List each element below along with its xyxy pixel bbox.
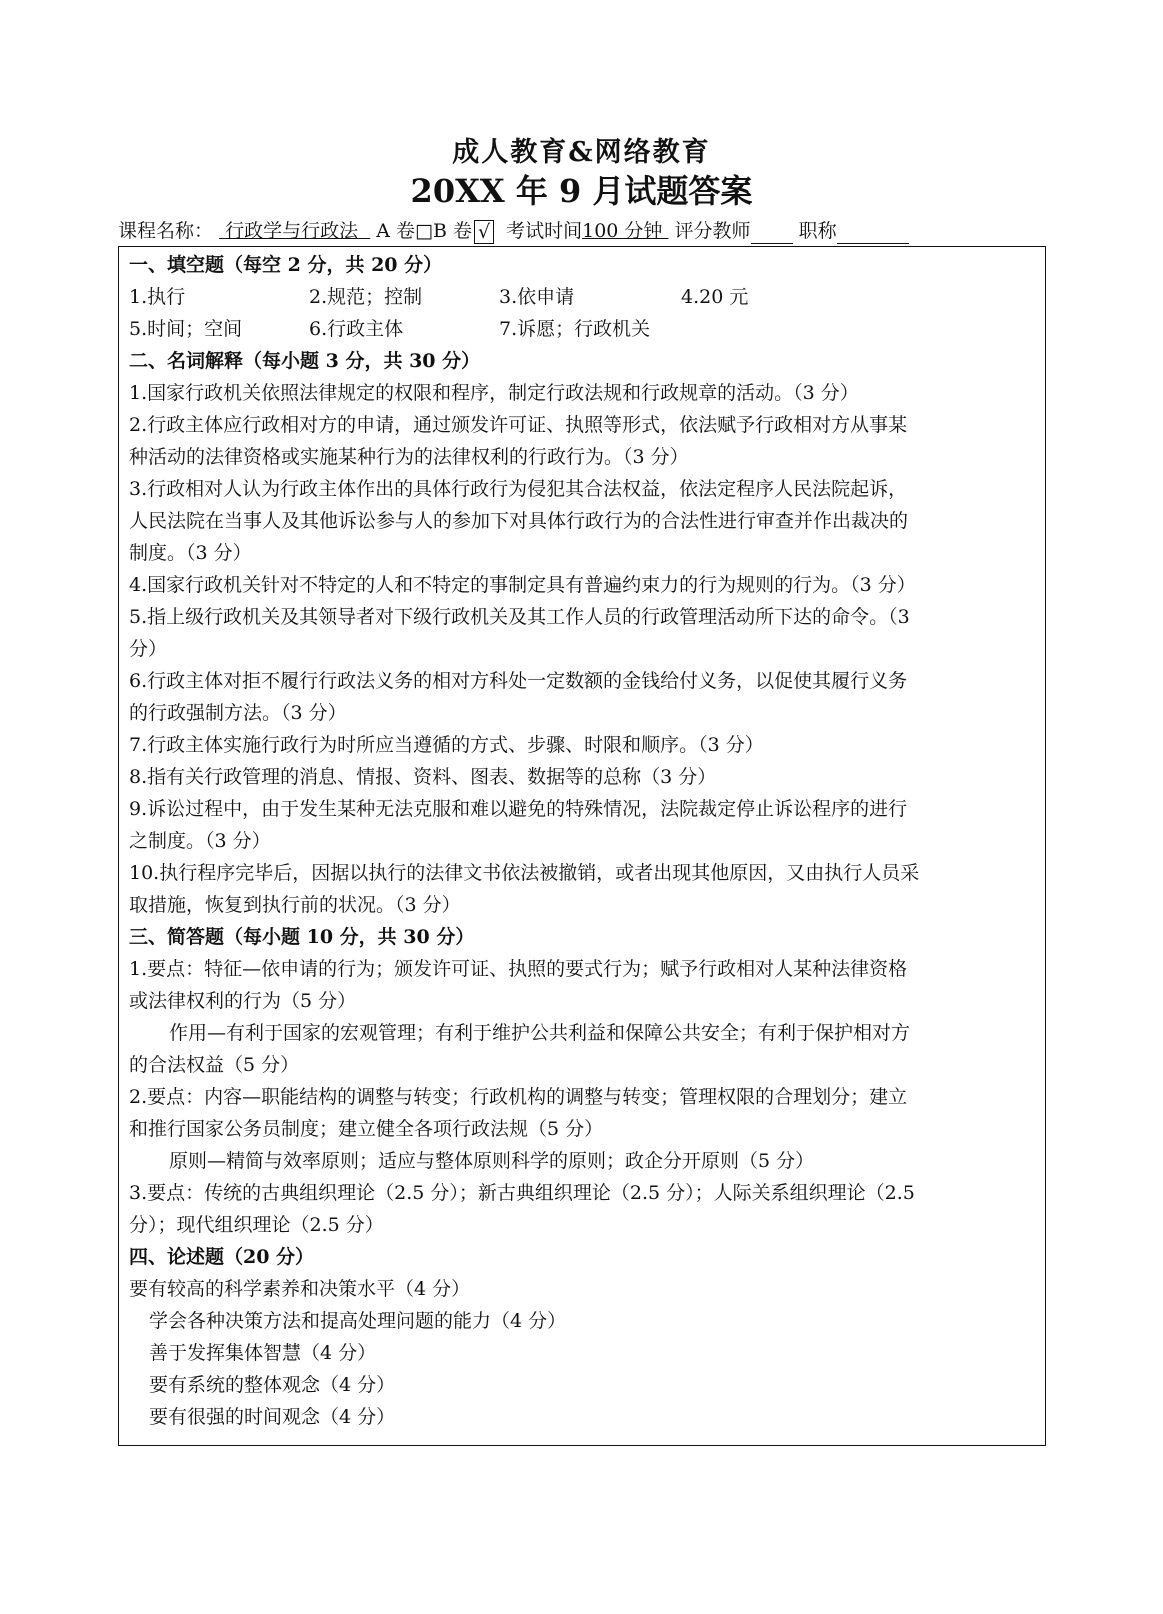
text-line: 5.指上级行政机关及其领导者对下级行政机关及其工作人员的行政管理活动所下达的命令。（3 bbox=[129, 606, 910, 628]
text-line: 之制度。（3 分） bbox=[129, 830, 271, 852]
text-line: 要有系统的整体观念（4 分） bbox=[149, 1374, 396, 1396]
fill-answer: 6.行政主体 bbox=[309, 318, 404, 340]
text-line: 9.诉讼过程中，由于发生某种无法克服和难以避免的特殊情况，法院裁定停止诉讼程序的进行 bbox=[129, 798, 908, 820]
fill-answer: 4.20 元 bbox=[681, 286, 749, 308]
text-line: 1.要点：特征—依申请的行为；颁发许可证、执照的要式行为；赋予行政相对人某种法律资格 bbox=[129, 958, 908, 980]
text-line: 10.执行程序完毕后，因据以执行的法律文书依法被撤销，或者出现其他原因，又由执行人员采 bbox=[129, 862, 920, 884]
text-line: 原则—精简与效率原则；适应与整体原则科学的原则；政企分开原则（5 分） bbox=[169, 1150, 815, 1172]
text-line: 6.行政主体对拒不履行行政法义务的相对方科处一定数额的金钱给付义务，以促使其履行义务 bbox=[129, 670, 908, 692]
rank-blank bbox=[837, 223, 909, 244]
teacher-blank bbox=[751, 223, 793, 244]
text-line: 2.行政主体应行政相对方的申请，通过颁发许可证、执照等形式，依法赋予行政相对方从事某 bbox=[129, 414, 908, 436]
paper-a-label: A 卷 bbox=[376, 220, 416, 242]
time-value: 100 分钟 bbox=[582, 220, 663, 242]
course-label: 课程名称： bbox=[118, 220, 214, 242]
text-line: 人民法院在当事人及其他诉讼参与人的参加下对具体行政行为的合法性进行审查并作出裁决的 bbox=[129, 510, 909, 532]
section-2-heading: 二、名词解释（每小题 3 分，共 30 分） bbox=[129, 350, 481, 372]
text-line: 学会各种决策方法和提高处理问题的能力（4 分） bbox=[149, 1310, 567, 1332]
text-line: 作用—有利于国家的宏观管理；有利于维护公共利益和保障公共安全；有利于保护相对方 bbox=[169, 1022, 911, 1044]
text-line: 7.行政主体实施行政行为时所应当遵循的方式、步骤、时限和顺序。（3 分） bbox=[129, 734, 764, 756]
fill-row-1 bbox=[129, 281, 1035, 313]
text-line: 3.要点：传统的古典组织理论（2.5 分）；新古典组织理论（2.5 分）；人际关系组织理论（2.5 bbox=[129, 1182, 915, 1204]
fill-answer: 1.执行 bbox=[129, 286, 186, 308]
fill-row-2 bbox=[129, 313, 1035, 345]
text-line: 取措施，恢复到执行前的状况。（3 分） bbox=[129, 894, 461, 916]
time-label: 考试时间 bbox=[506, 220, 583, 242]
text-line: 分）；现代组织理论（2.5 分） bbox=[129, 1214, 384, 1236]
org-title: 成人教育&网络教育 bbox=[452, 137, 711, 168]
paper-b-label: B 卷 bbox=[432, 220, 472, 242]
answer-box bbox=[118, 246, 1046, 1446]
text-line: 分） bbox=[129, 638, 168, 660]
section-1-heading: 一、填空题（每空 2 分，共 20 分） bbox=[129, 254, 443, 276]
text-line: 的行政强制方法。（3 分） bbox=[129, 702, 347, 724]
rank-label: 职称 bbox=[798, 220, 837, 242]
text-line: 制度。（3 分） bbox=[129, 542, 252, 564]
paper-a-checkbox: □ bbox=[415, 220, 433, 242]
fill-answer: 2.规范；控制 bbox=[309, 286, 423, 308]
exam-info-line bbox=[118, 218, 1018, 244]
text-line: 2.要点：内容—职能结构的调整与转变；行政机构的调整与转变；管理权限的合理划分；建立 bbox=[129, 1086, 908, 1108]
text-line: 或法律权利的行为（5 分） bbox=[129, 990, 357, 1012]
text-line: 善于发挥集体智慧（4 分） bbox=[149, 1342, 377, 1364]
text-line: 1.国家行政机关依照法律规定的权限和程序，制定行政法规和行政规章的活动。（3 分） bbox=[129, 382, 859, 404]
text-line: 3.行政相对人认为行政主体作出的具体行政行为侵犯其合法权益，依法定程序人民法院起诉， bbox=[129, 478, 908, 500]
text-line: 种活动的法律资格或实施某种行为的法律权利的行政行为。（3 分） bbox=[129, 446, 689, 468]
paper-b-checkbox: √ bbox=[474, 220, 494, 244]
teacher-label: 评分教师 bbox=[674, 220, 751, 242]
fill-answer: 7.诉愿；行政机关 bbox=[499, 318, 651, 340]
text-line: 要有较高的科学素养和决策水平（4 分） bbox=[129, 1278, 471, 1300]
section-4-heading: 四、论述题（20 分） bbox=[129, 1246, 315, 1268]
text-line: 8.指有关行政管理的消息、情报、资料、图表、数据等的总称（3 分） bbox=[129, 766, 717, 788]
fill-answer: 3.依申请 bbox=[499, 286, 575, 308]
text-line: 和推行国家公务员制度；建立健全各项行政法规（5 分） bbox=[129, 1118, 604, 1140]
text-line: 要有很强的时间观念（4 分） bbox=[149, 1406, 396, 1428]
course-value: 行政学与行政法 bbox=[225, 220, 359, 242]
text-line: 4.国家行政机关针对不特定的人和不特定的事制定具有普遍约束力的行为规则的行为。（3 分） bbox=[129, 574, 916, 596]
page-title: 20XX 年 9 月试题答案 bbox=[410, 172, 753, 210]
fill-answer: 5.时间；空间 bbox=[129, 318, 243, 340]
text-line: 的合法权益（5 分） bbox=[129, 1054, 300, 1076]
section-3-heading: 三、简答题（每小题 10 分，共 30 分） bbox=[129, 926, 475, 948]
